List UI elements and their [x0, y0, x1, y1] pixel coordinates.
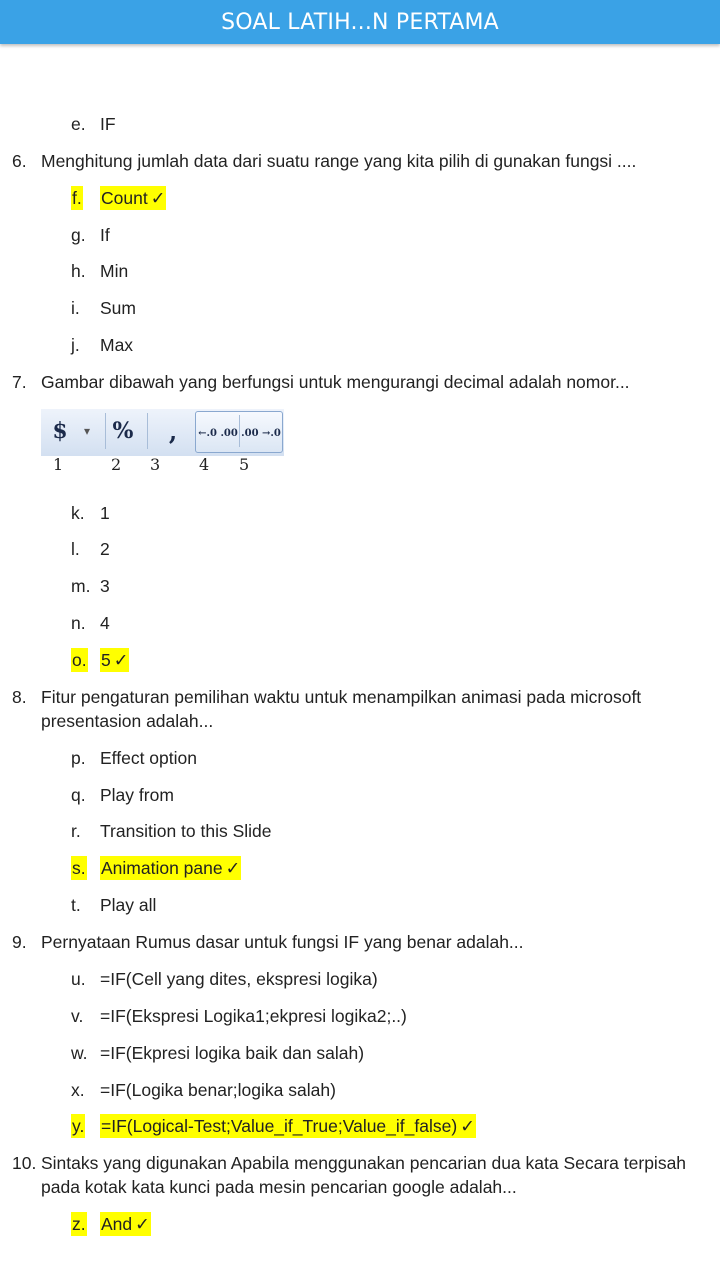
- option-letter: h.: [71, 261, 86, 281]
- option-text: Play all: [100, 895, 157, 915]
- check-icon: ✓: [460, 1116, 475, 1136]
- option-text: Sum: [100, 298, 136, 318]
- option-letter: u.: [71, 969, 86, 989]
- option-letter: w.: [71, 1043, 88, 1063]
- question-text: Menghitung jumlah data dari suatu range yang kita pilih di gunakan fungsi ....: [41, 151, 637, 171]
- option-letter: r.: [71, 821, 81, 841]
- option-letter: o.: [72, 650, 87, 670]
- option-text: If: [100, 225, 110, 245]
- option-text: Transition to this Slide: [100, 821, 272, 841]
- option-text: 4: [100, 613, 110, 633]
- question-number: 8.: [12, 687, 27, 707]
- option-text: =IF(Logika benar;logika salah): [100, 1080, 336, 1100]
- currency-icon: $: [52, 418, 68, 444]
- option-text-correct: 5 ✓: [101, 650, 129, 670]
- option-text: Play from: [100, 785, 174, 805]
- option-letter: v.: [71, 1006, 84, 1026]
- option-letter: g.: [71, 225, 86, 245]
- figure-number-1: 1: [53, 455, 64, 474]
- option-text: Effect option: [100, 748, 197, 768]
- question-text: Fitur pengaturan pemilihan waktu untuk menampilkan animasi pada microsoft presentasion adalah...: [41, 687, 642, 731]
- option-letter: j.: [71, 335, 80, 355]
- option-letter: q.: [71, 785, 86, 805]
- check-icon: ✓: [225, 858, 241, 878]
- check-icon: ✓: [113, 650, 129, 670]
- figure-number-3: 3: [150, 455, 161, 474]
- decimal-buttons-group: [195, 411, 283, 453]
- toolbar-divider: [239, 415, 240, 447]
- option-text-correct: And ✓: [101, 1214, 150, 1234]
- figure-number-5: 5: [239, 455, 250, 474]
- question-text: Pernyataan Rumus dasar untuk fungsi IF yang benar adalah...: [41, 932, 524, 952]
- option-letter: n.: [71, 613, 86, 633]
- toolbar-divider: [105, 413, 106, 449]
- check-icon: ✓: [150, 188, 166, 208]
- option-text: =IF(Ekspresi Logika1;ekpresi logika2;..): [100, 1006, 407, 1026]
- question-number: 6.: [12, 151, 27, 171]
- question-number: 7.: [12, 372, 27, 392]
- option-letter: s.: [72, 858, 86, 878]
- app-bar: [0, 0, 720, 44]
- option-text-correct: Count ✓: [101, 188, 166, 208]
- option-letter: z.: [72, 1214, 86, 1234]
- toolbar-divider: [147, 413, 148, 449]
- option-text: IF: [100, 114, 116, 134]
- option-letter: e.: [71, 114, 86, 134]
- page-title: SOAL LATIH...N PERTAMA: [221, 9, 499, 35]
- option-text: 2: [100, 539, 110, 559]
- option-letter: t.: [71, 895, 81, 915]
- dropdown-arrow-icon: ▾: [83, 424, 91, 438]
- option-text-correct: =IF(Logical-Test;Value_if_True;Value_if_false) ✓: [101, 1116, 475, 1136]
- option-letter: m.: [71, 576, 91, 596]
- number-format-toolbar-image: [41, 409, 284, 456]
- decrease-decimal-icon: .00 →.0: [241, 427, 281, 439]
- option-letter: i.: [71, 298, 80, 318]
- option-text: Min: [100, 261, 129, 281]
- increase-decimal-icon: ←.0 .00: [198, 427, 238, 439]
- option-letter: f.: [72, 188, 82, 208]
- question-text: Sintaks yang digunakan Apabila menggunakan pencarian dua kata Secara terpisah pada kotak kata kunci pada mesin pencarian google adalah...: [41, 1153, 687, 1197]
- option-text: =IF(Ekpresi logika baik dan salah): [100, 1043, 365, 1063]
- check-icon: ✓: [135, 1214, 150, 1234]
- option-letter: y.: [72, 1116, 85, 1136]
- figure-number-4: 4: [199, 455, 210, 474]
- option-text: =IF(Cell yang dites, ekspresi logika): [100, 969, 378, 989]
- question-text: Gambar dibawah yang berfungsi untuk mengurangi decimal adalah nomor...: [41, 372, 630, 392]
- option-letter: x.: [71, 1080, 85, 1100]
- option-text: 1: [100, 503, 110, 523]
- option-text: Max: [100, 335, 134, 355]
- question-number: 9.: [12, 932, 27, 952]
- percent-icon: %: [112, 418, 134, 444]
- option-text-correct: Animation pane ✓: [101, 858, 241, 878]
- option-letter: k.: [71, 503, 85, 523]
- option-letter: p.: [71, 748, 86, 768]
- figure-number-2: 2: [111, 455, 122, 474]
- question-number: 10.: [12, 1153, 37, 1173]
- option-letter: l.: [71, 539, 80, 559]
- option-text: 3: [100, 576, 110, 596]
- comma-icon: ,: [168, 416, 178, 446]
